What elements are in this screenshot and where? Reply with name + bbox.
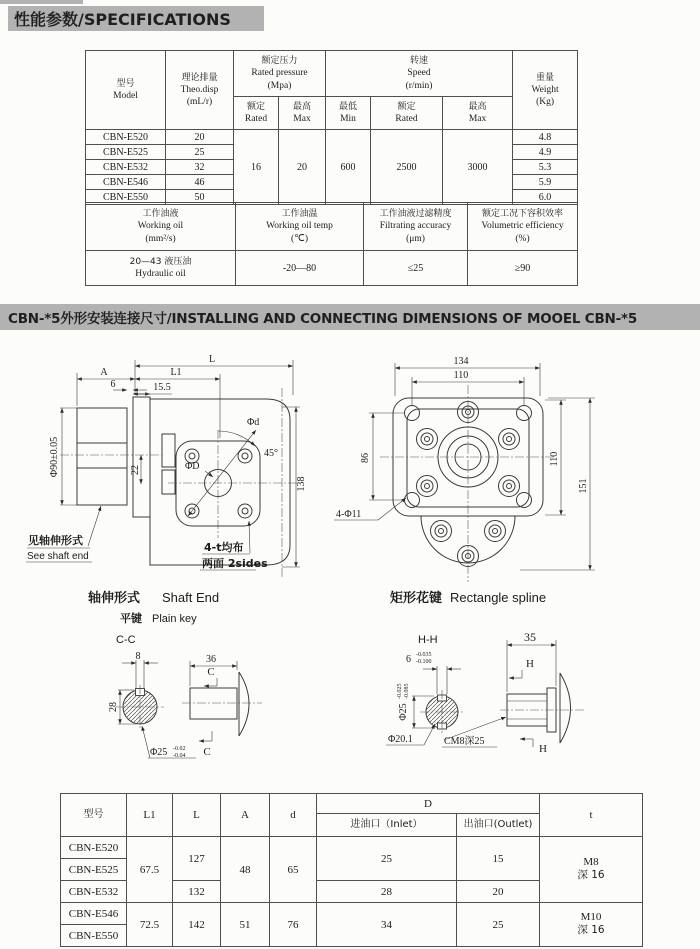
min-cn: 最低	[339, 101, 358, 112]
model-cell: CBN-E525	[61, 859, 127, 881]
dim-28: 28	[108, 702, 119, 712]
dim-110-right: 110	[549, 451, 560, 467]
t-depth: 深 16	[577, 869, 605, 882]
table-row	[61, 903, 643, 925]
max-cn: 最高	[293, 101, 312, 112]
tap-note-cn2: 两面 2sides	[202, 557, 268, 570]
specifications-table	[85, 50, 578, 205]
dim-phiD: ΦD	[185, 461, 200, 472]
oil-en: Working oil	[137, 221, 184, 232]
col-speed	[326, 51, 513, 97]
pressure-en: Rated pressure	[251, 68, 308, 79]
col-L: L	[173, 794, 221, 837]
section-marker-h-top: H	[526, 658, 534, 670]
phi25-tol-lo: -0.04	[173, 753, 186, 759]
max-speed-value: 3000	[443, 130, 513, 205]
inlet-header: 进油口（Inlet）	[350, 819, 423, 831]
max-en: Max	[468, 113, 487, 124]
plain-key-en: Plain key	[152, 613, 197, 625]
installing-dimensions-header-bar	[0, 304, 700, 330]
oil-unit: (mm²/s)	[145, 233, 176, 244]
subcol-speed-rated	[371, 97, 443, 130]
phi25-tol-hi: -0.02	[173, 746, 186, 752]
disp-en: Theo.disp	[180, 84, 219, 95]
spline-section	[386, 590, 584, 755]
max-en: Max	[293, 113, 311, 124]
shaft-end-title-en: Shaft End	[162, 590, 220, 605]
filter-en: Filtrating accuracy	[379, 221, 452, 232]
model-cell: CBN-E546	[86, 175, 166, 190]
speed-cn: 转速	[410, 56, 429, 67]
dim-phi25-spline-group	[397, 684, 410, 721]
dim-L: L	[208, 354, 216, 365]
dim-138: 138	[296, 476, 307, 492]
tol6-lo: -0.100	[416, 659, 432, 665]
weight-unit: (Kg)	[536, 97, 555, 108]
rated-en: Rated	[395, 113, 418, 124]
disp-cell: 32	[166, 160, 234, 175]
col-filtration	[364, 203, 468, 251]
plain-key-cn: 平键	[120, 612, 142, 625]
min-speed-value: 600	[326, 130, 371, 205]
A-value: 48	[221, 837, 270, 903]
dim-36: 36	[206, 654, 216, 665]
model-cell: CBN-E520	[86, 130, 166, 145]
col-model	[86, 51, 166, 130]
dim-110-top: 110	[453, 370, 469, 381]
shaft-end-section	[88, 590, 262, 759]
section-marker-c-bottom: C	[203, 746, 211, 758]
see-shaft-end-en: See shaft end	[27, 551, 89, 562]
dim-L1: L1	[170, 367, 182, 378]
specifications-title: 性能参数/SPECIFICATIONS	[14, 10, 231, 29]
model-cn: 型号	[116, 78, 135, 89]
col-t: t	[540, 794, 643, 837]
weight-en: Weight	[531, 84, 559, 95]
working-conditions-table	[85, 202, 578, 286]
shaft-end-title-cn: 轴伸形式	[88, 591, 141, 606]
installing-dimensions-title: CBN-*5外形安装连接尺寸/INSTALLING AND CONNECTING DIMENSIONS OF MOOEL CBN-*5	[8, 311, 638, 327]
subcol-pressure-max	[279, 97, 326, 130]
t-value	[540, 903, 643, 947]
col-D: D	[317, 794, 540, 814]
temp-value: -20—80	[236, 251, 364, 286]
weight-cn: 重量	[536, 72, 555, 83]
max-pressure-value: 20	[279, 130, 326, 205]
weight-cell: 6.0	[513, 190, 578, 205]
disp-unit: (mL/r)	[186, 97, 213, 108]
shaft-detail-drawings	[0, 585, 700, 785]
outlet-value: 20	[457, 881, 540, 903]
dim-35: 35	[524, 630, 536, 644]
oil-value-en: Hydraulic oil	[135, 268, 186, 279]
tol6-hi: -0.035	[416, 652, 432, 658]
table-row	[61, 837, 643, 859]
L-value: 132	[173, 881, 221, 903]
col-inlet	[317, 814, 457, 837]
eff-cn: 额定工况下容积效率	[481, 209, 563, 220]
model-cell: CBN-E520	[61, 837, 127, 859]
speed-en: Speed	[407, 68, 431, 79]
dim-4-phi11: 4-Φ11	[336, 509, 362, 520]
model-cell: CBN-E532	[61, 881, 127, 903]
col-rated-pressure	[234, 51, 326, 97]
t-value	[540, 837, 643, 903]
subcol-speed-max	[443, 97, 513, 130]
weight-cell: 5.3	[513, 160, 578, 175]
rated-en: Rated	[244, 113, 268, 124]
tol25-hi: -0.025	[397, 683, 403, 699]
front-view-drawing	[334, 356, 595, 582]
dim-phi90: Φ90±0.05	[49, 436, 60, 478]
max-cn: 最高	[468, 101, 487, 112]
weight-cell: 4.9	[513, 145, 578, 160]
spline-title-en: Rectangle spline	[450, 590, 547, 605]
eff-en: Volumetric efficiency	[481, 221, 564, 232]
col-weight	[513, 51, 578, 130]
filter-value: ≤25	[364, 251, 468, 286]
section-marker-c-top: C	[207, 666, 215, 678]
eff-unit: (%)	[515, 233, 530, 244]
model-header: 型号	[83, 809, 104, 821]
outlet-header: 出油口(Outlet)	[463, 819, 533, 831]
rated-speed-value: 2500	[371, 130, 443, 205]
outlet-value: 15	[457, 837, 540, 881]
d-value: 65	[270, 837, 317, 903]
inlet-value: 28	[317, 881, 457, 903]
side-view-drawing	[26, 354, 307, 578]
rated-cn: 额定	[246, 101, 265, 112]
model-cell: CBN-E550	[86, 190, 166, 205]
pump-drawings	[0, 335, 700, 590]
inlet-value: 34	[317, 903, 457, 947]
dim-45deg: 45°	[264, 448, 278, 459]
specifications-header-bar	[8, 6, 264, 31]
section-hh: H-H	[418, 634, 438, 646]
t-thread: M10	[580, 911, 602, 924]
col-displacement	[166, 51, 234, 130]
rated-cn: 额定	[397, 101, 416, 112]
oil-value	[86, 251, 236, 286]
L-value: 127	[173, 837, 221, 881]
col-L1: L1	[127, 794, 173, 837]
dim-22: 22	[130, 465, 141, 475]
filter-unit: (μm)	[406, 233, 425, 244]
temp-en: Working oil temp	[266, 221, 333, 232]
col-d: d	[270, 794, 317, 837]
col-A: A	[221, 794, 270, 837]
page-edge-strip	[0, 0, 83, 4]
dim-6: 6	[110, 379, 116, 390]
dim-cm8: CM8深25	[444, 736, 485, 747]
dim-15-5: 15.5	[153, 382, 171, 393]
model-en: Model	[113, 90, 138, 101]
model-cell: CBN-E532	[86, 160, 166, 175]
filter-cn: 工作油液过滤精度	[379, 209, 452, 220]
weight-cell: 4.8	[513, 130, 578, 145]
oil-cn: 工作油液	[142, 209, 179, 220]
dim-phi25-key: Φ25	[150, 747, 168, 758]
spline-title-cn: 矩形花键	[390, 591, 443, 606]
dim-134: 134	[453, 356, 469, 367]
disp-cell: 20	[166, 130, 234, 145]
oil-value-cn: 20—43 液压油	[129, 256, 192, 267]
inlet-value: 25	[317, 837, 457, 881]
dim-8: 8	[135, 651, 141, 662]
table-row	[86, 130, 578, 145]
pressure-unit: (Mpa)	[267, 80, 292, 91]
L1-value: 67.5	[127, 837, 173, 903]
dim-86: 86	[360, 453, 371, 463]
temp-cn: 工作油温	[281, 209, 318, 220]
model-cell: CBN-E546	[61, 903, 127, 925]
dim-6-spline: 6	[406, 654, 411, 665]
dim-phi25-spline: Φ25	[398, 703, 409, 721]
A-value: 51	[221, 903, 270, 947]
col-model	[61, 794, 127, 837]
pressure-cn: 额定压力	[261, 56, 298, 67]
subcol-speed-min	[326, 97, 371, 130]
model-cell: CBN-E525	[86, 145, 166, 160]
section-marker-h-bottom: H	[539, 743, 547, 755]
disp-cn: 理论排量	[181, 72, 218, 83]
tol25-lo: -0.085	[404, 683, 410, 699]
rated-pressure-value: 16	[234, 130, 279, 205]
t-thread: M8	[583, 856, 599, 869]
dim-151: 151	[578, 478, 589, 494]
disp-cell: 46	[166, 175, 234, 190]
t-depth: 深 16	[577, 924, 605, 937]
col-working-oil	[86, 203, 236, 251]
col-volumetric-efficiency	[468, 203, 578, 251]
dimensions-table	[60, 793, 643, 947]
see-shaft-end-cn: 见轴伸形式	[28, 534, 83, 547]
speed-unit: (r/min)	[405, 80, 433, 91]
d-value: 76	[270, 903, 317, 947]
dim-A: A	[100, 367, 108, 378]
outlet-value: 25	[457, 903, 540, 947]
tap-note-cn: 4-t均布	[204, 541, 244, 554]
col-outlet	[457, 814, 540, 837]
min-en: Min	[340, 113, 356, 124]
temp-unit: (℃)	[291, 233, 308, 244]
disp-cell: 50	[166, 190, 234, 205]
disp-cell: 25	[166, 145, 234, 160]
dim-phi20-1: Φ20.1	[388, 734, 413, 745]
eff-value: ≥90	[468, 251, 578, 286]
weight-cell: 5.9	[513, 175, 578, 190]
L1-value: 72.5	[127, 903, 173, 947]
dim-phid: Φd	[247, 417, 260, 428]
subcol-pressure-rated	[234, 97, 279, 130]
col-oil-temp	[236, 203, 364, 251]
model-cell: CBN-E550	[61, 925, 127, 947]
section-cc: C-C	[116, 634, 136, 646]
L-value: 142	[173, 903, 221, 947]
